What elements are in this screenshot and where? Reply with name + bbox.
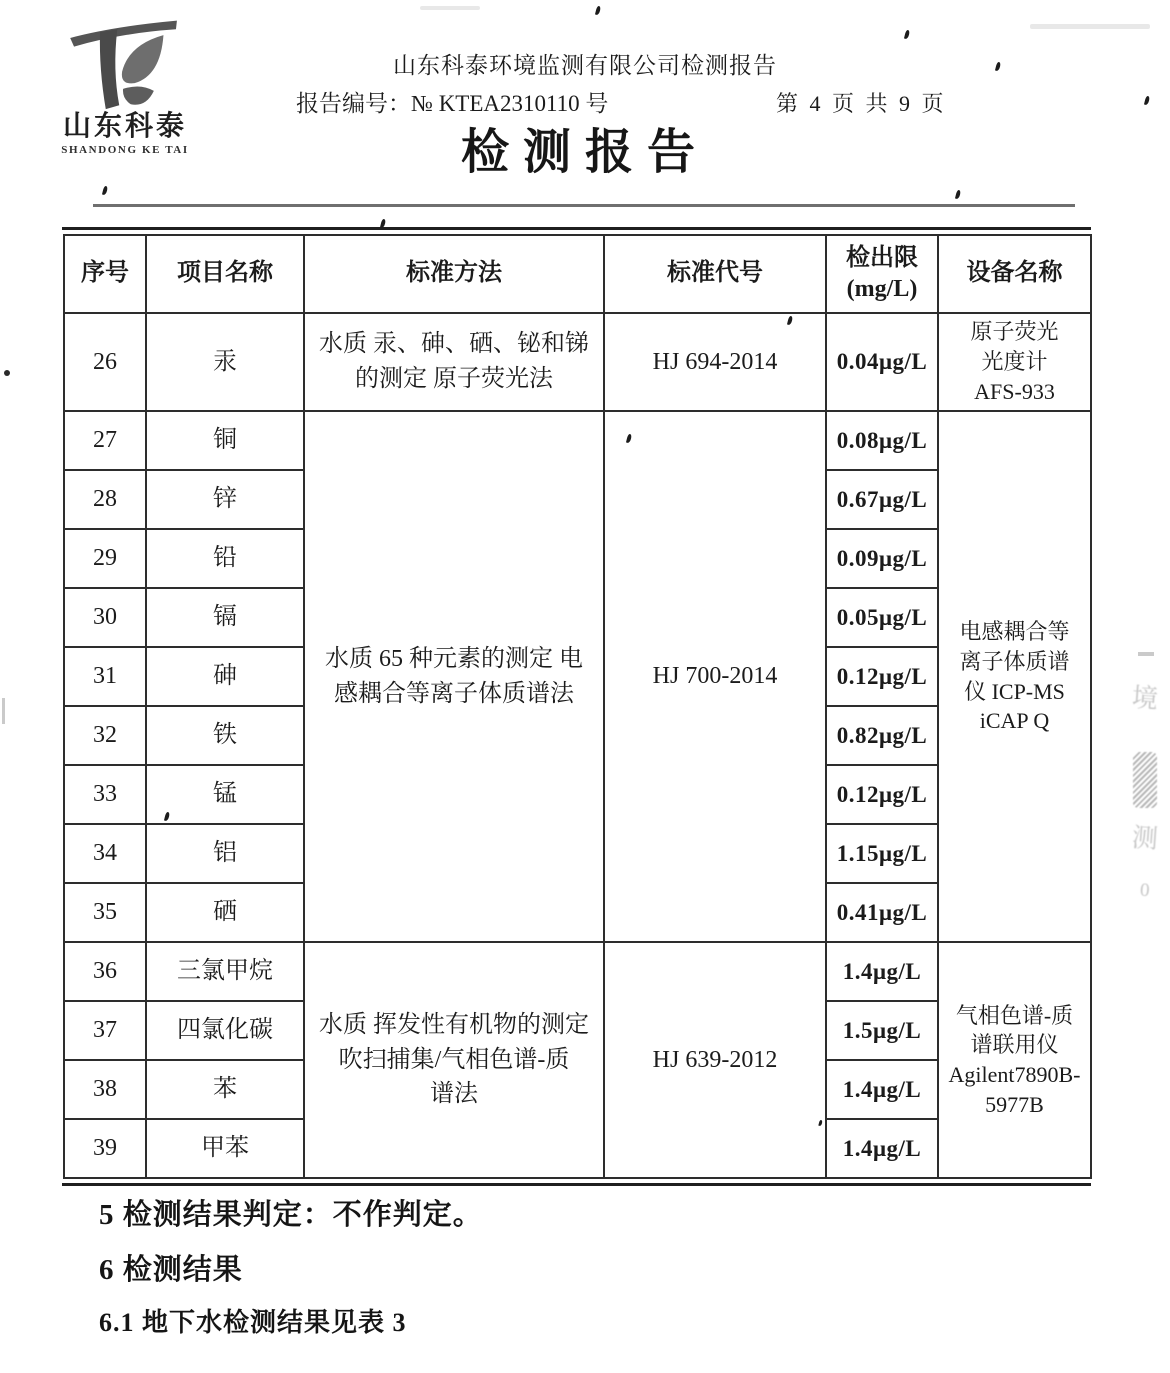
row-number-cell: 37	[64, 1001, 146, 1060]
detection-limit-cell: 0.04μg/L	[826, 313, 938, 411]
device-line: 电感耦合等	[959, 619, 1070, 645]
detection-limit-cell: 1.15μg/L	[826, 824, 938, 883]
scan-noise-dot	[4, 370, 10, 376]
row-number-cell: 28	[64, 470, 146, 529]
standard-code-cell: HJ 700-2014	[604, 411, 826, 942]
bleed-through-text: 测	[1130, 823, 1159, 854]
col-header-code: 标准代号	[604, 235, 826, 313]
detection-limit-cell: 0.67μg/L	[826, 470, 938, 529]
page-indicator: 第 4 页 共 9 页	[776, 91, 947, 116]
row-number-cell: 38	[64, 1060, 146, 1119]
device-cell	[938, 411, 1091, 942]
scan-noise-speck	[102, 186, 108, 196]
detection-limit-cell: 0.82μg/L	[826, 706, 938, 765]
scan-noise-speck	[904, 30, 910, 40]
item-name-cell: 锌	[146, 470, 304, 529]
detection-limit-cell: 0.12μg/L	[826, 647, 938, 706]
limit-header-line: 检出限	[846, 244, 918, 271]
col-header-item: 项目名称	[146, 235, 304, 313]
standard-code-cell: HJ 694-2014	[604, 313, 826, 411]
scan-smear	[420, 6, 480, 10]
detection-limit-cell: 0.09μg/L	[826, 529, 938, 588]
detection-limit-cell: 1.5μg/L	[826, 1001, 938, 1060]
results-subheading: 6.1 地下水检测结果见表 3	[99, 1308, 407, 1337]
method-cell	[304, 942, 604, 1178]
row-number-cell: 26	[64, 313, 146, 411]
table-row	[64, 411, 1091, 470]
detection-limit-cell: 0.08μg/L	[826, 411, 938, 470]
device-line: 光度计	[981, 349, 1048, 375]
table-row	[64, 313, 1091, 411]
col-header-limit	[826, 235, 938, 313]
device-line: iCAP Q	[979, 708, 1050, 734]
detection-limit-cell: 1.4μg/L	[826, 1060, 938, 1119]
item-name-cell: 铜	[146, 411, 304, 470]
row-number-cell: 30	[64, 588, 146, 647]
device-line: AFS-933	[974, 378, 1055, 404]
col-header-method: 标准方法	[304, 235, 604, 313]
row-number-cell: 33	[64, 765, 146, 824]
method-cell	[304, 411, 604, 942]
detection-limit-cell: 0.12μg/L	[826, 765, 938, 824]
device-cell	[938, 313, 1091, 411]
standard-code-cell: HJ 639-2012	[604, 942, 826, 1178]
scan-smear	[1030, 24, 1150, 29]
scan-noise-speck	[955, 190, 961, 200]
report-number: 报告编号：№ KTEA2310110 号	[296, 91, 609, 116]
detection-limit-cell: 0.05μg/L	[826, 588, 938, 647]
row-number-cell: 36	[64, 942, 146, 1001]
row-number-cell: 32	[64, 706, 146, 765]
item-name-cell: 铁	[146, 706, 304, 765]
results-heading: 6 检测结果	[99, 1254, 243, 1286]
judgement-heading: 5 检测结果判定：不作判定。	[99, 1199, 483, 1231]
detection-limit-cell: 1.4μg/L	[826, 942, 938, 1001]
item-name-cell: 铅	[146, 529, 304, 588]
row-number-cell: 39	[64, 1119, 146, 1178]
item-name-cell: 砷	[146, 647, 304, 706]
device-line: 仪 ICP-MS	[964, 678, 1065, 704]
logo-english-name: SHANDONG KE TAI	[61, 144, 189, 157]
scan-noise-speck	[1144, 96, 1150, 106]
bleed-through-smudge	[1133, 752, 1157, 808]
method-line: 水质 挥发性有机物的测定	[319, 1011, 589, 1038]
item-name-cell: 汞	[146, 313, 304, 411]
item-name-cell: 苯	[146, 1060, 304, 1119]
method-line: 感耦合等离子体质谱法	[334, 680, 574, 707]
row-number-cell: 27	[64, 411, 146, 470]
item-name-cell: 铝	[146, 824, 304, 883]
device-line: 原子荧光	[970, 319, 1059, 345]
col-header-device: 设备名称	[938, 235, 1091, 313]
table-row	[64, 942, 1091, 1001]
device-line: 5977B	[985, 1091, 1044, 1117]
row-number-cell: 34	[64, 824, 146, 883]
device-line: 谱联用仪	[970, 1032, 1059, 1058]
item-name-cell: 硒	[146, 883, 304, 942]
scan-noise-speck	[595, 6, 601, 16]
header-divider-line	[93, 204, 1075, 207]
bleed-through-text: 0	[1139, 879, 1151, 902]
bleed-through-mark	[1138, 652, 1154, 656]
detection-limit-cell: 1.4μg/L	[826, 1119, 938, 1178]
document-title: 检测报告	[460, 126, 709, 179]
item-name-cell: 锰	[146, 765, 304, 824]
device-line: Agilent7890B-	[948, 1062, 1081, 1087]
item-name-cell: 镉	[146, 588, 304, 647]
device-line: 气相色谱-质	[955, 1002, 1074, 1028]
methods-table	[63, 234, 1092, 1179]
method-cell	[304, 313, 604, 411]
bleed-through-text: 境	[1130, 683, 1159, 714]
detection-limit-cell: 0.41μg/L	[826, 883, 938, 942]
item-name-cell: 四氯化碳	[146, 1001, 304, 1060]
method-line: 的测定 原子荧光法	[355, 366, 553, 392]
device-cell	[938, 942, 1091, 1178]
table-header-row	[64, 235, 1091, 313]
row-number-cell: 31	[64, 647, 146, 706]
method-line: 水质 汞、砷、硒、铋和锑	[319, 331, 589, 358]
col-header-no: 序号	[64, 235, 146, 313]
method-line: 水质 65 种元素的测定 电	[325, 645, 583, 672]
method-line: 吹扫捕集/气相色谱-质	[338, 1046, 570, 1073]
scan-edge-mark	[2, 698, 5, 724]
methods-table-container	[63, 234, 1090, 1179]
device-line: 离子体质谱	[959, 648, 1070, 674]
row-number-cell: 35	[64, 883, 146, 942]
item-name-cell: 甲苯	[146, 1119, 304, 1178]
item-name-cell: 三氯甲烷	[146, 942, 304, 1001]
org-report-line: 山东科泰环境监测有限公司检测报告	[393, 53, 777, 78]
row-number-cell: 29	[64, 529, 146, 588]
limit-header-unit: (mg/L)	[846, 276, 918, 302]
logo-chinese-name: 山东科泰	[62, 111, 187, 142]
method-line: 谱法	[430, 1081, 478, 1108]
